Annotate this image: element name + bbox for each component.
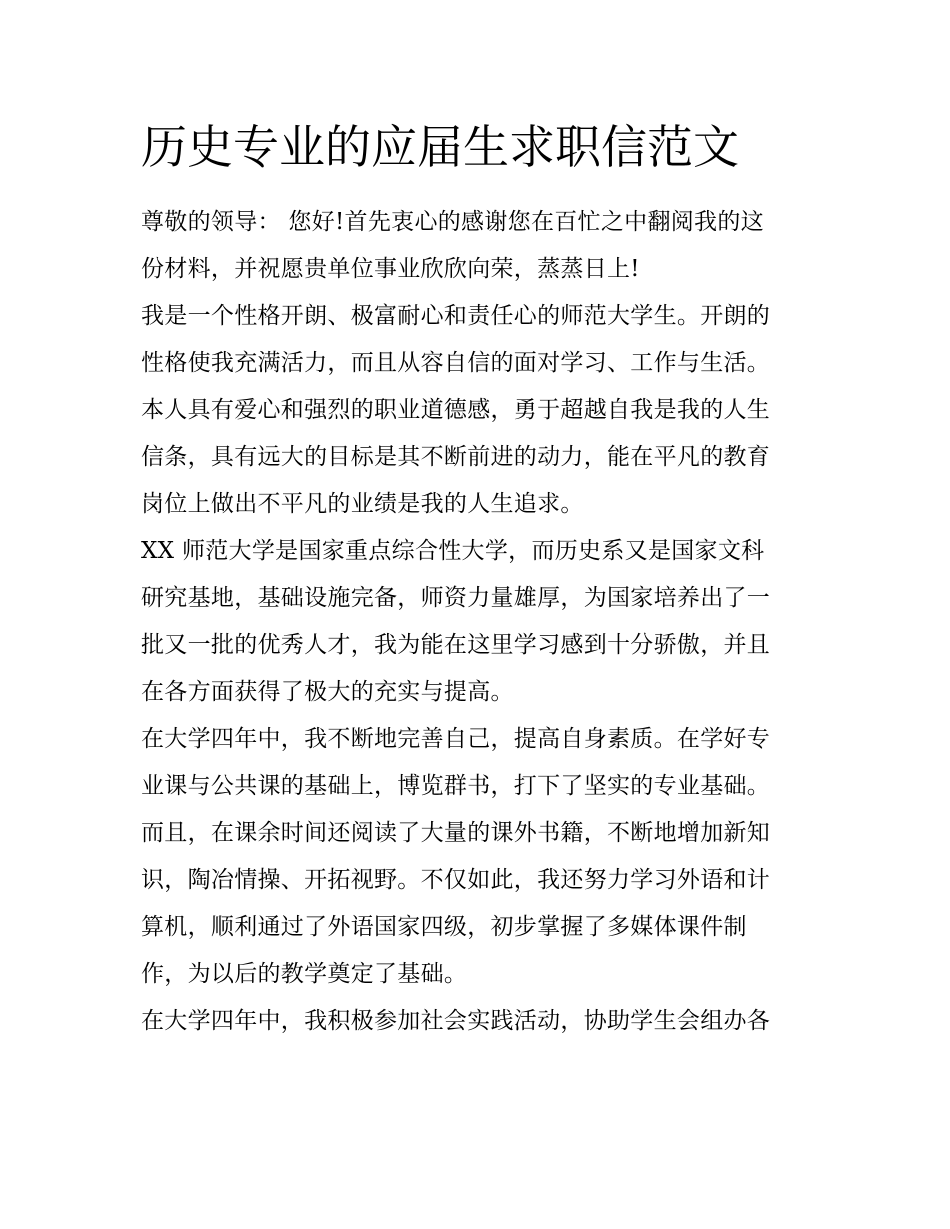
paragraph-activities: 在大学四年中，我积极参加社会实践活动，协助学生会组办各	[141, 1008, 771, 1034]
paragraph-greeting: 尊敬的领导： 您好!首先衷心的感谢您在百忙之中翻阅我的这 份材料，并祝愿贵单位事业欣欣向荣，蒸蒸日上!	[141, 209, 764, 282]
paragraph-university: XX 师范大学是国家重点综合性大学，而历史系又是国家文科 研究基地，基础设施完备，师资力量雄厚，为国家培养出了一 批又一批的优秀人才，我为能在这里学习感到十分骄傲，并且 在各方面获得了极大的充实与提高。	[141, 538, 771, 705]
paragraph-self-introduction: 我是一个性格开朗、极富耐心和责任心的师范大学生。开朗的 性格使我充满活力，而且从容自信的面对学习、工作与生活。 本人具有爱心和强烈的职业道德感，勇于超越自我是我的人生 信条，具有远大的目标是其不断前进的动力，能在平凡的教育 岗位上做出不平凡的业绩是我的人生追求。	[141, 303, 771, 517]
document-body	[141, 199, 813, 1045]
paragraph-study: 在大学四年中，我不断地完善自己，提高自身素质。在学好专 业课与公共课的基础上，博览群书，打下了坚实的专业基础。 而且，在课余时间还阅读了大量的课外书籍，不断地增加新知 识，陶冶情操、开拓视野。不仅如此，我还努力学习外语和计 算机，顺利通过了外语国家四级，初步掌握了多媒体课件制 作，为以后的教学奠定了基础。	[141, 726, 771, 987]
document-title: 历史专业的应届生求职信范文	[141, 120, 739, 174]
